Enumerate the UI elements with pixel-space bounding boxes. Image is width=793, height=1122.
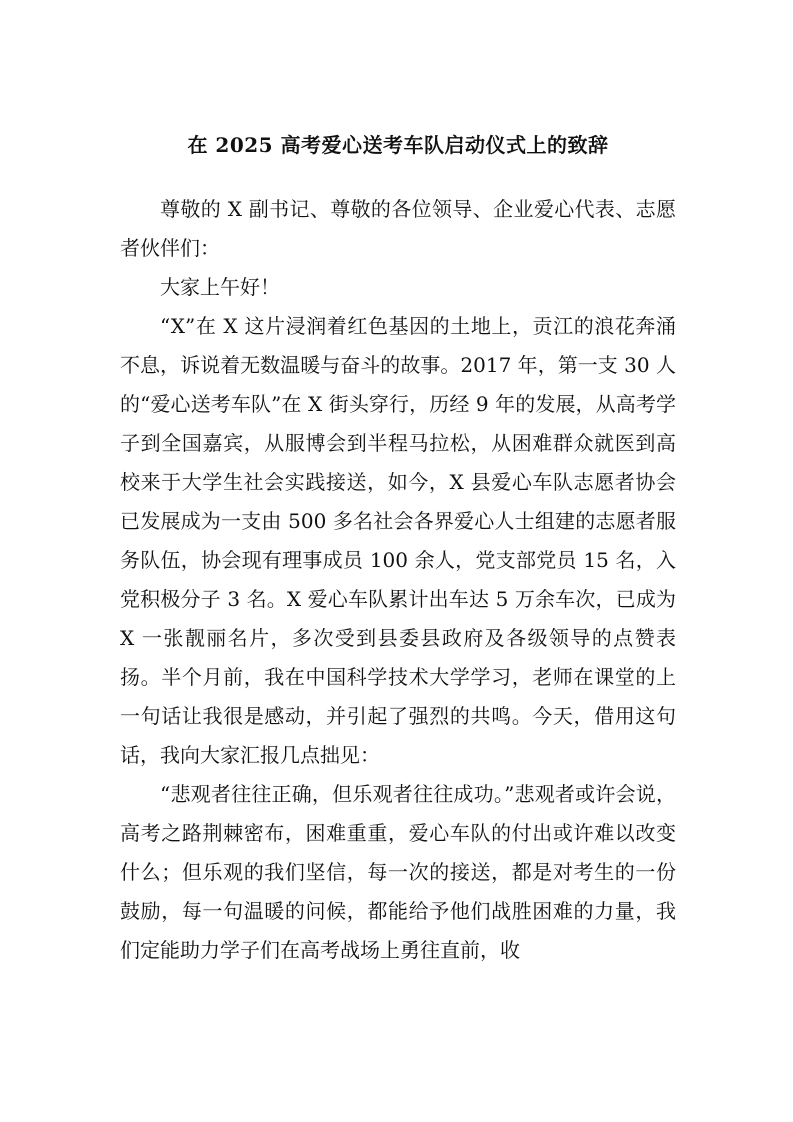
- document-title: 在 2025 高考爱心送考车队启动仪式上的致辞: [187, 133, 609, 157]
- paragraph-introduction: “X”在 X 这片浸润着红色基因的土地上，贡江的浪花奔涌不息，诉说着无数温暖与奋斗的故事。2017 年，第一支 30 人的“爱心送考车队”在 X 街头穿行，历经 9 年的发展，从高考学子到全国嘉宾，从服博会到半程马拉松，从困难群众就医到高校来于大学生社会实践接送，如今，X 县爱心车队志愿者协会已发展成为一支由 500 多名社会各界爱心人士组建的志愿者服务队伍，协会现有理事成员 100 余人，党支部党员 15 名，入党积极分子 3 名。X 爱心车队累计出车达 5 万余车次，已成为 X 一张靓丽名片，多次受到县委县政府及各级领导的点赞表扬。半个月前，我在中国科学技术大学学习，老师在课堂的上一句话让我很是感动，并引起了强烈的共鸣。今天，借用这句话，我向大家汇报几点拙见：: [120, 314, 676, 767]
- paragraph-optimism: “悲观者往往正确，但乐观者往往成功。”悲观者或许会说，高考之路荆棘密布，困难重重，爱心车队的付出或许难以改变什么；但乐观的我们坚信，每一次的接送，都是对考生的一份鼓励，每一句温暖的问候，都能给予他们战胜困难的力量，我们定能助力学子们在高考战场上勇往直前，收: [120, 782, 676, 962]
- document-body: [120, 190, 676, 970]
- paragraph-salutation: 尊敬的 X 副书记、尊敬的各位领导、企业爱心代表、志愿者伙伴们：: [120, 197, 676, 260]
- paragraph-greeting: 大家上午好！: [160, 275, 280, 299]
